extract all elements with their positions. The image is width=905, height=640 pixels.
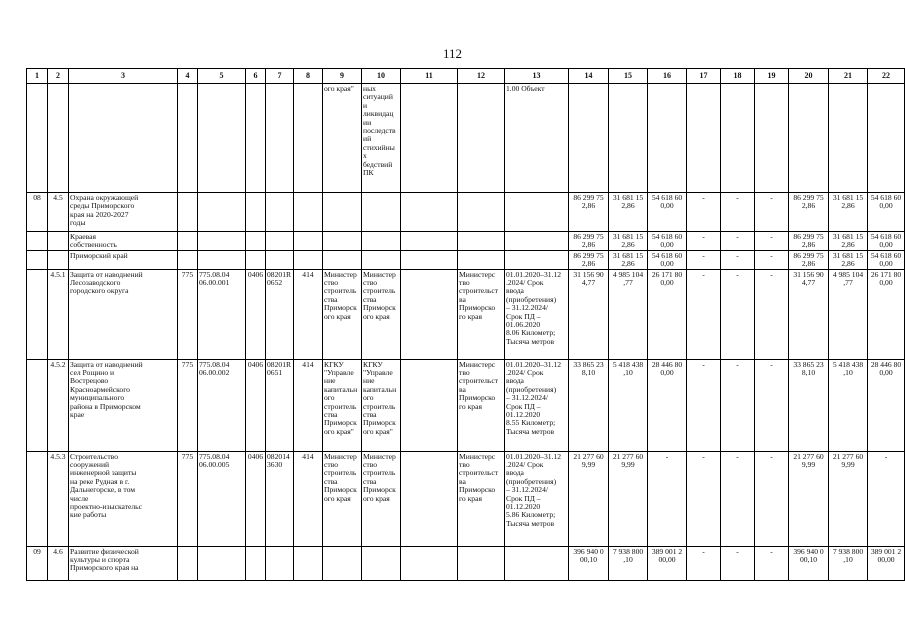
- column-header-10: 10: [362, 69, 401, 84]
- table-cell-col-22: 54 618 60 0,00: [868, 250, 905, 269]
- table-cell-col-19: -: [755, 193, 789, 232]
- table-cell-col-6: [246, 193, 266, 232]
- table-cell-col-1: 08: [27, 193, 48, 232]
- table-cell-col-5: 775.08.04 06.00.005: [198, 451, 246, 546]
- table-cell-col-15: 31 681 15 2,86: [609, 232, 648, 251]
- table-cell-col-17: -: [687, 193, 721, 232]
- table-cell-col-10: [362, 232, 401, 251]
- table-cell-col-5: [198, 84, 246, 193]
- table-cell-col-11: [401, 546, 458, 580]
- table-cell-col-7: [266, 232, 294, 251]
- table-cell-col-3: Охрана окружающей среды Приморского края на 2020-2027 годы: [69, 193, 178, 232]
- column-header-7: 7: [266, 69, 294, 84]
- table-cell-col-13: 01.01.2020–31.12 .2024/ Срок ввода (приобретения) – 31.12.2024/ Срок ПД – 01.12.2020 5.86 Километр; Тысяча метров: [505, 451, 569, 546]
- table-cell-col-7: [266, 250, 294, 269]
- table-cell-col-22: 54 618 60 0,00: [868, 232, 905, 251]
- table-cell-col-2: 4.5.3: [48, 451, 69, 546]
- table-cell-col-10: [362, 546, 401, 580]
- table-cell-col-16: 54 618 60 0,00: [648, 193, 687, 232]
- table-cell-col-6: 0406: [246, 359, 266, 451]
- table-cell-col-7: 08201R 0652: [266, 269, 294, 359]
- table-cell-col-19: [755, 84, 789, 193]
- table-cell-col-1: [27, 451, 48, 546]
- table-cell-col-15: 7 938 800 ,10: [609, 546, 648, 580]
- column-header-14: 14: [569, 69, 609, 84]
- table-cell-col-18: -: [721, 546, 755, 580]
- table-cell-col-4: [178, 193, 198, 232]
- table-cell-col-8: [294, 250, 323, 269]
- table-cell-col-22: -: [868, 451, 905, 546]
- table-cell-col-15: 5 418 438 ,10: [609, 359, 648, 451]
- table-cell-col-18: -: [721, 250, 755, 269]
- table-cell-col-5: [198, 546, 246, 580]
- table-cell-col-8: 414: [294, 269, 323, 359]
- column-header-21: 21: [829, 69, 868, 84]
- table-cell-col-10: КГКУ "Управле ние капитальн ого строитель ства Приморск ого края": [362, 359, 401, 451]
- table-cell-col-22: 389 001 2 00,00: [868, 546, 905, 580]
- table-cell-col-8: [294, 193, 323, 232]
- table-cell-col-10: ных ситуаций и ликвидац ии последств ий стихийны х бедствий ПК: [362, 84, 401, 193]
- table-cell-col-5: 775.08.04 06.00.002: [198, 359, 246, 451]
- table-cell-col-7: [266, 193, 294, 232]
- table-cell-col-17: -: [687, 546, 721, 580]
- table-cell-col-20: [789, 84, 829, 193]
- table-cell-col-14: 21 277 60 9,99: [569, 451, 609, 546]
- table-cell-col-3: Приморский край: [69, 250, 178, 269]
- table-cell-col-2: 4.5: [48, 193, 69, 232]
- table-cell-col-14: 86 299 75 2,86: [569, 232, 609, 251]
- table-cell-col-11: [401, 451, 458, 546]
- column-header-4: 4: [178, 69, 198, 84]
- table-cell-col-9: Министер ство строитель ства Приморск ого края: [323, 451, 362, 546]
- column-header-13: 13: [505, 69, 569, 84]
- table-cell-col-20: 21 277 60 9,99: [789, 451, 829, 546]
- table-cell-col-11: [401, 232, 458, 251]
- table-cell-col-11: [401, 250, 458, 269]
- table-cell-col-13: 1.00 Объект: [505, 84, 569, 193]
- table-cell-col-13: [505, 232, 569, 251]
- table-cell-col-19: -: [755, 451, 789, 546]
- table-cell-col-12: Министерс тво строительст ва Приморско го края: [458, 451, 505, 546]
- table-row: [27, 193, 905, 232]
- table-cell-col-18: [721, 84, 755, 193]
- table-cell-col-15: 21 277 60 9,99: [609, 451, 648, 546]
- table-cell-col-15: [609, 84, 648, 193]
- table-cell-col-21: 31 681 15 2,86: [829, 250, 868, 269]
- table-cell-col-16: -: [648, 451, 687, 546]
- table-cell-col-5: [198, 232, 246, 251]
- table-cell-col-9: [323, 193, 362, 232]
- table-cell-col-16: 389 001 2 00,00: [648, 546, 687, 580]
- column-header-1: 1: [27, 69, 48, 84]
- table-cell-col-7: 082014 3630: [266, 451, 294, 546]
- table-cell-col-13: [505, 546, 569, 580]
- table-cell-col-17: -: [687, 269, 721, 359]
- table-cell-col-4: [178, 232, 198, 251]
- column-header-18: 18: [721, 69, 755, 84]
- table-cell-col-7: [266, 546, 294, 580]
- table-cell-col-6: [246, 232, 266, 251]
- table-cell-col-3: Развитие физической культуры и спорта Приморского края на: [69, 546, 178, 580]
- column-header-6: 6: [246, 69, 266, 84]
- table-cell-col-16: 26 171 80 0,00: [648, 269, 687, 359]
- table-cell-col-16: 54 618 60 0,00: [648, 250, 687, 269]
- table-cell-col-4: 775: [178, 359, 198, 451]
- table-cell-col-5: 775.08.04 06.00.001: [198, 269, 246, 359]
- table-cell-col-13: [505, 250, 569, 269]
- table-cell-col-12: [458, 250, 505, 269]
- table-cell-col-8: 414: [294, 359, 323, 451]
- table-cell-col-18: -: [721, 359, 755, 451]
- table-cell-col-1: [27, 269, 48, 359]
- table-cell-col-4: [178, 546, 198, 580]
- table-cell-col-20: 33 865 23 8,10: [789, 359, 829, 451]
- table-cell-col-19: -: [755, 250, 789, 269]
- table-cell-col-3: Защита от наводнений Лесозаводского городского округа: [69, 269, 178, 359]
- table-cell-col-11: [401, 193, 458, 232]
- table-header-row: [27, 69, 905, 84]
- table-cell-col-14: 86 299 75 2,86: [569, 193, 609, 232]
- column-header-15: 15: [609, 69, 648, 84]
- table-cell-col-9: Министер ство строитель ства Приморск ого края: [323, 269, 362, 359]
- table-cell-col-19: -: [755, 232, 789, 251]
- column-header-11: 11: [401, 69, 458, 84]
- column-header-3: 3: [69, 69, 178, 84]
- table-row: [27, 250, 905, 269]
- column-header-19: 19: [755, 69, 789, 84]
- table-cell-col-18: -: [721, 193, 755, 232]
- table-cell-col-9: [323, 232, 362, 251]
- table-cell-col-4: 775: [178, 269, 198, 359]
- table-cell-col-2: 4.5.2: [48, 359, 69, 451]
- column-header-17: 17: [687, 69, 721, 84]
- table-cell-col-10: Министер ство строитель ства Приморск ого края: [362, 451, 401, 546]
- table-cell-col-1: [27, 250, 48, 269]
- table-row: [27, 84, 905, 193]
- table-cell-col-8: [294, 84, 323, 193]
- table-cell-col-2: 4.6: [48, 546, 69, 580]
- table-cell-col-19: -: [755, 359, 789, 451]
- table-cell-col-15: 4 985 104 ,77: [609, 269, 648, 359]
- table-cell-col-17: -: [687, 359, 721, 451]
- table-cell-col-21: [829, 84, 868, 193]
- table-cell-col-12: [458, 232, 505, 251]
- table-cell-col-14: 396 940 0 00,10: [569, 546, 609, 580]
- table-cell-col-18: -: [721, 451, 755, 546]
- table-cell-col-4: 775: [178, 451, 198, 546]
- table-cell-col-13: 01.01.2020–31.12 .2024/ Срок ввода (приобретения) – 31.12.2024/ Срок ПД – 01.12.2020 8.55 Километр; Тысяча метров: [505, 359, 569, 451]
- table-cell-col-14: 33 865 23 8,10: [569, 359, 609, 451]
- table-cell-col-6: [246, 250, 266, 269]
- table-cell-col-20: 86 299 75 2,86: [789, 193, 829, 232]
- column-header-22: 22: [868, 69, 905, 84]
- table-cell-col-21: 31 681 15 2,86: [829, 232, 868, 251]
- budget-table: [26, 68, 905, 581]
- table-cell-col-7: [266, 84, 294, 193]
- table-cell-col-21: 21 277 60 9,99: [829, 451, 868, 546]
- table-cell-col-20: 31 156 90 4,77: [789, 269, 829, 359]
- table-cell-col-14: 86 299 75 2,86: [569, 250, 609, 269]
- column-header-20: 20: [789, 69, 829, 84]
- table-cell-col-12: Министерс тво строительст ва Приморско го края: [458, 359, 505, 451]
- table-cell-col-14: [569, 84, 609, 193]
- table-cell-col-17: -: [687, 451, 721, 546]
- table-cell-col-13: 01.01.2020–31.12 .2024/ Срок ввода (приобретения) – 31.12.2024/ Срок ПД – 01.06.2020 8.06 Километр; Тысяча метров: [505, 269, 569, 359]
- table-cell-col-16: [648, 84, 687, 193]
- table-row: [27, 451, 905, 546]
- column-header-12: 12: [458, 69, 505, 84]
- table-cell-col-22: [868, 84, 905, 193]
- table-cell-col-9: [323, 546, 362, 580]
- table-cell-col-21: 4 985 104 ,77: [829, 269, 868, 359]
- table-cell-col-20: 396 940 0 00,10: [789, 546, 829, 580]
- column-header-5: 5: [198, 69, 246, 84]
- table-cell-col-6: 0406: [246, 269, 266, 359]
- table-cell-col-1: [27, 359, 48, 451]
- table-cell-col-5: [198, 250, 246, 269]
- table-cell-col-21: 31 681 15 2,86: [829, 193, 868, 232]
- table-cell-col-5: [198, 193, 246, 232]
- table-row: [27, 359, 905, 451]
- table-cell-col-20: 86 299 75 2,86: [789, 250, 829, 269]
- table-cell-col-6: [246, 84, 266, 193]
- table-cell-col-6: [246, 546, 266, 580]
- table-cell-col-19: -: [755, 546, 789, 580]
- table-cell-col-18: -: [721, 269, 755, 359]
- table-cell-col-11: [401, 84, 458, 193]
- table-cell-col-17: [687, 84, 721, 193]
- table-cell-col-8: [294, 232, 323, 251]
- table-row: [27, 269, 905, 359]
- table-row: [27, 232, 905, 251]
- column-header-9: 9: [323, 69, 362, 84]
- table-cell-col-3: [69, 84, 178, 193]
- table-cell-col-2: [48, 232, 69, 251]
- table-cell-col-13: [505, 193, 569, 232]
- page-number: 112: [442, 46, 463, 61]
- table-cell-col-16: 28 446 80 0,00: [648, 359, 687, 451]
- table-cell-col-17: -: [687, 250, 721, 269]
- table-cell-col-20: 86 299 75 2,86: [789, 232, 829, 251]
- table-cell-col-2: [48, 84, 69, 193]
- table-cell-col-10: [362, 250, 401, 269]
- table-cell-col-19: -: [755, 269, 789, 359]
- table-cell-col-6: 0406: [246, 451, 266, 546]
- table-cell-col-3: Строительство сооружений инженерной защиты на реке Рудная в г. Дальнегорске, в том числе проектно-изыскательс кие работы: [69, 451, 178, 546]
- column-header-8: 8: [294, 69, 323, 84]
- table-cell-col-14: 31 156 90 4,77: [569, 269, 609, 359]
- table-cell-col-8: 414: [294, 451, 323, 546]
- table-cell-col-2: 4.5.1: [48, 269, 69, 359]
- table-cell-col-10: Министер ство строитель ства Приморск ого края: [362, 269, 401, 359]
- table-cell-col-15: 31 681 15 2,86: [609, 193, 648, 232]
- table-cell-col-18: -: [721, 232, 755, 251]
- table-cell-col-2: [48, 250, 69, 269]
- table-cell-col-21: 5 418 438 ,10: [829, 359, 868, 451]
- table-cell-col-22: 26 171 80 0,00: [868, 269, 905, 359]
- table-cell-col-9: [323, 250, 362, 269]
- table-cell-col-1: [27, 232, 48, 251]
- table-cell-col-12: [458, 546, 505, 580]
- table-cell-col-8: [294, 546, 323, 580]
- table-cell-col-3: Защита от наводнений сел Рощино и Вострецово Красноармейского муниципального района в Приморском крае: [69, 359, 178, 451]
- table-cell-col-10: [362, 193, 401, 232]
- table-cell-col-21: 7 938 800 ,10: [829, 546, 868, 580]
- table-cell-col-11: [401, 359, 458, 451]
- table-cell-col-12: Министерс тво строительст ва Приморско го края: [458, 269, 505, 359]
- table-cell-col-9: ого края": [323, 84, 362, 193]
- table-cell-col-17: -: [687, 232, 721, 251]
- table-cell-col-11: [401, 269, 458, 359]
- table-cell-col-22: 28 446 80 0,00: [868, 359, 905, 451]
- table-cell-col-1: 09: [27, 546, 48, 580]
- table-cell-col-9: КГКУ "Управле ние капитальн ого строитель ства Приморск ого края": [323, 359, 362, 451]
- table-cell-col-4: [178, 250, 198, 269]
- table-cell-col-15: 31 681 15 2,86: [609, 250, 648, 269]
- table-cell-col-1: [27, 84, 48, 193]
- table-cell-col-4: [178, 84, 198, 193]
- table-cell-col-7: 08201R 0651: [266, 359, 294, 451]
- table-cell-col-16: 54 618 60 0,00: [648, 232, 687, 251]
- table-cell-col-12: [458, 84, 505, 193]
- table-cell-col-12: [458, 193, 505, 232]
- table-cell-col-22: 54 618 60 0,00: [868, 193, 905, 232]
- column-header-2: 2: [48, 69, 69, 84]
- table-row: [27, 546, 905, 580]
- column-header-16: 16: [648, 69, 687, 84]
- table-cell-col-3: Краевая собственность: [69, 232, 178, 251]
